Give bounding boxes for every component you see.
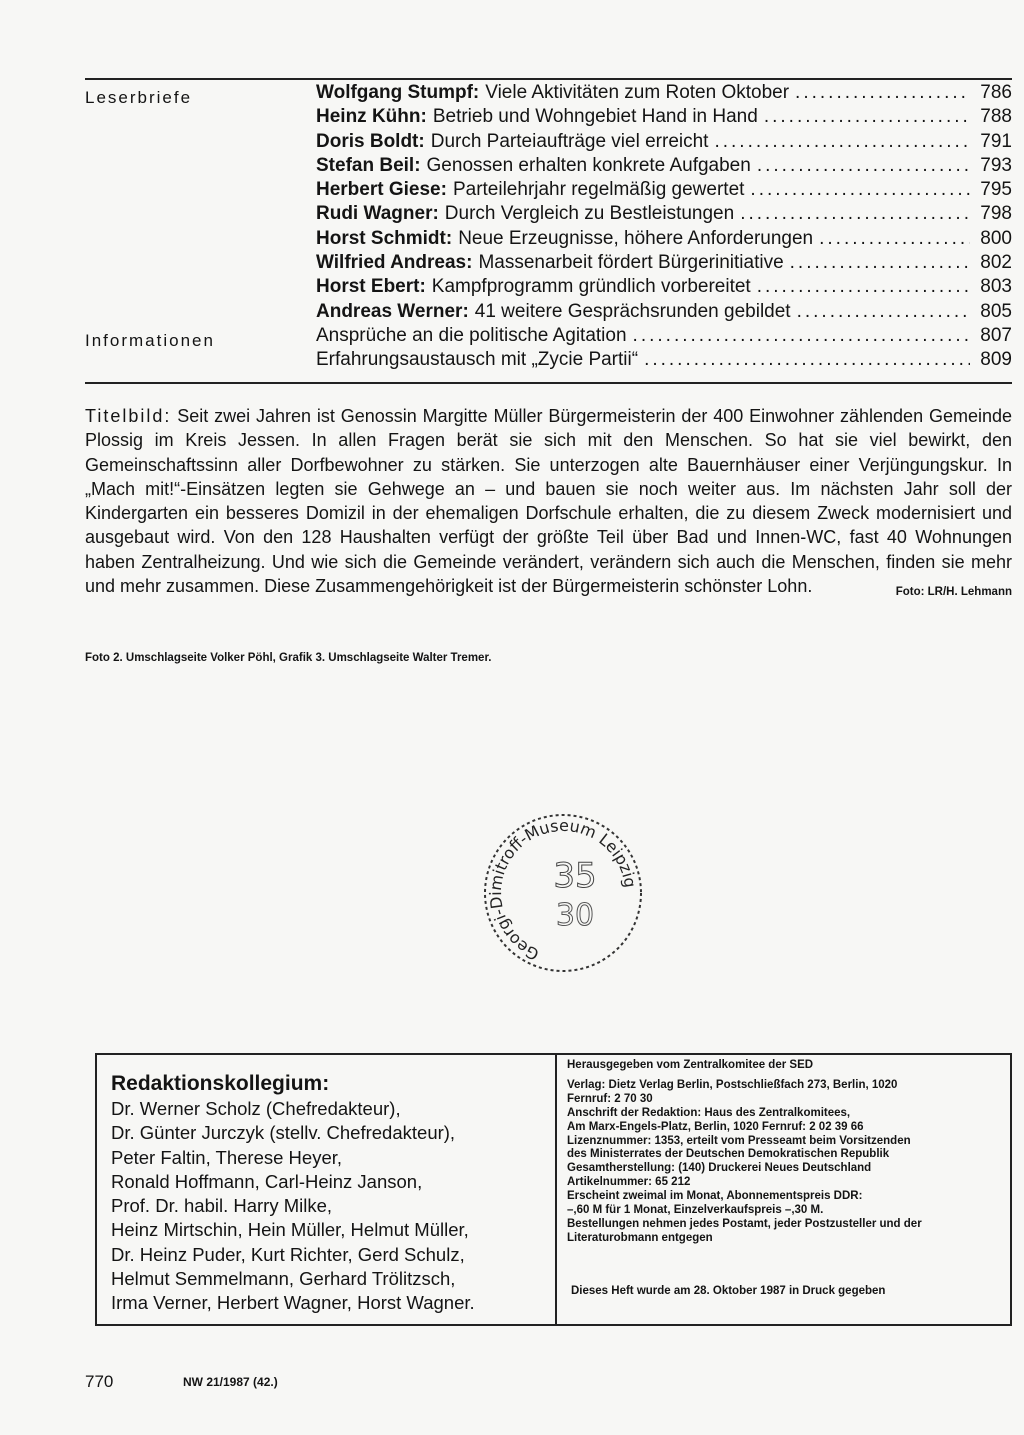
toc-title: Ansprüche an die politische Agitation [316,324,627,346]
imprint-line: Herausgegeben vom Zentralkomitee der SED [567,1059,814,1071]
toc-page: 800 [980,227,1012,249]
toc-page: 809 [980,349,1012,371]
toc-row[interactable] [85,81,1012,105]
toc-title: Betrieb und Wohngebiet Hand in Hand [432,106,758,128]
toc-page: 793 [980,154,1012,176]
toc-section-label: Informationen [85,330,215,350]
toc-author: Andreas Werner : [316,300,469,324]
editorial-board [111,1071,551,1316]
toc-row[interactable] [85,275,1012,299]
toc-page: 805 [980,300,1012,322]
toc-row[interactable] [85,178,1012,202]
imprint-line: Fernruf: 2 70 30 [567,1092,653,1105]
editorial-member: Dr. Heinz Puder, Kurt Richter, Gerd Schulz, [111,1243,465,1265]
toc-row[interactable] [85,300,1012,324]
toc-title: Durch Vergleich zu Bestleistungen [444,203,735,225]
imprint-line: Artikelnummer: 65 212 [567,1176,691,1189]
issue-label: NW 21/1987 (42.) [183,1375,278,1389]
caption-text: Seit zwei Jahren ist Genossin Margitte Müller Bürgermeisterin der 400 Einwohner zählenden Gemeinde Plossig im Kreis Jessen. In allen Fragen berät sie sich mit den Menschen. So hat sie viel bewirkt, den Gemeinschaftssinn aller Dorfbewohner zu stärken. Sie unterzogen alte Bauernhäuser einer Verjüngungskur. In „Mach mit!“-Einsätzen legten sie Gehwege an – und bauen sie noch weiter aus. Im nächsten Jahr soll der Kindergarten ein besseres Domizil in der ehemaligen Dorfschule erhalten, die zu diesem Zweck modernisiert und ausgebaut wird. Von den 128 Haushalten verfügt der größte Teil über Bad und Innen-WC, fast 40 Wohnungen haben Zentralheizung. Und wie sich die Gemeinde verändert, verändern sich auch die Menschen, finden sie mehr und mehr zusammen. Diese Zusammengehörigkeit ist der Bürgermeisterin schönster Lohn. [85,406,1012,597]
print-note: Dieses Heft wurde am 28. Oktober 1987 in Druck gegeben [571,1285,886,1297]
toc-page: 798 [980,203,1012,225]
toc-title: Viele Aktivitäten zum Roten Oktober [485,82,790,103]
toc-title: Massenarbeit fördert Bürgerinitiative [478,252,784,274]
toc-author: Horst Ebert : [316,275,426,299]
imprint-line: Gesamtherstellung: (140) Druckerei Neues Deutschland [567,1162,872,1175]
imprint-line: Am Marx-Engels-Platz, Berlin, 1020 Fernruf: 2 02 39 66 [567,1120,864,1133]
imprint-line: Anschrift der Redaktion: Haus des Zentralkomitees, [567,1106,851,1119]
editorial-box [95,1053,1012,1326]
toc-title: Erfahrungsaustausch mit „Zycie Partii“ [316,349,639,371]
imprint-line: Erscheint zweimal im Monat, Abonnementspreis DDR: [567,1190,863,1203]
editorial-title: Redaktionskollegium: [111,1072,330,1095]
editorial-member: Dr. Werner Scholz (Chefredakteur), [111,1098,401,1119]
image-credits: Foto 2. Umschlagseite Volker Pöhl, Grafik 3. Umschlagseite Walter Tremer. [85,652,492,664]
top-rule [85,78,1012,80]
cover-caption [85,404,1012,604]
editorial-member: Heinz Mirtschin, Hein Müller, Helmut Müller, [111,1219,469,1241]
toc-page: 788 [980,106,1012,128]
editorial-member: Ronald Hoffmann, Carl-Heinz Janson, [111,1170,423,1192]
toc-title: Parteilehrjahr regelmäßig gewertet [452,179,745,201]
toc-author: Herbert Giese : [316,178,447,202]
imprint-line: Verlag: Dietz Verlag Berlin, Postschließfach 273, Berlin, 1020 [567,1078,898,1091]
toc-row[interactable] [85,105,1012,129]
toc-title: Genossen erhalten konkrete Aufgaben [426,154,751,176]
toc-author: Doris Boldt : [316,130,425,154]
stamp-number-top: 35 [553,856,597,896]
imprint-line: Bestellungen nehmen jedes Postamt, jeder Postzusteller und der [567,1217,922,1230]
toc-row[interactable] [85,348,1012,372]
imprint-line: Lizenznummer: 1353, erteilt vom Presseamt beim Vorsitzenden [567,1134,911,1147]
toc-author: Rudi Wagner : [316,202,439,226]
page-number: 770 [85,1372,114,1391]
toc-page: 803 [980,276,1012,298]
toc-page: 791 [980,130,1012,152]
toc-row[interactable] [85,130,1012,154]
toc-page: 802 [980,252,1012,274]
toc-row[interactable] [85,202,1012,226]
toc-title: Neue Erzeugnisse, höhere Anforderungen [458,227,814,249]
toc-section-label: Leserbriefe [85,88,193,107]
toc-bottom-rule [85,382,1012,384]
toc-row[interactable] [85,227,1012,251]
toc-author: Wolfgang Stumpf : [316,81,479,105]
imprint [567,1059,1005,1246]
museum-stamp [478,805,648,980]
editorial-member: Dr. Günter Jurczyk (stellv. Chefredakteur), [111,1122,456,1144]
toc-author: Stefan Beil : [316,154,421,178]
toc-page: 786 [980,82,1012,103]
imprint-line: –,60 M für 1 Monat, Einzelverkaufspreis –,30 M. [567,1204,824,1217]
toc-page: 795 [980,179,1012,201]
imprint-line: Literaturobmann entgegen [567,1231,713,1244]
toc-page: 807 [980,324,1012,346]
box-divider [555,1055,557,1324]
table-of-contents [85,81,1012,373]
stamp-label: Georgi-Dimitroff-Museum Leipzig [485,815,640,965]
toc-author: Wilfried Andreas : [316,251,472,275]
editorial-member: Helmut Semmelmann, Gerhard Trölitzsch, [111,1268,456,1290]
toc-author: Heinz Kühn : [316,105,427,129]
toc-row[interactable] [85,251,1012,275]
toc-author: Horst Schmidt : [316,227,452,251]
imprint-line: des Ministerrates der Deutschen Demokratischen Republik [567,1148,890,1161]
photo-credit: Foto: LR/H. Lehmann [895,586,1012,599]
toc-title: 41 weitere Gesprächsrunden gebildet [474,300,791,322]
toc-title: Durch Parteiaufträge viel erreicht [430,130,709,152]
toc-row[interactable] [85,154,1012,178]
stamp-number-bottom: 30 [555,898,595,933]
editorial-member: Peter Faltin, Therese Heyer, [111,1146,343,1168]
toc-row[interactable] [85,324,1012,348]
editorial-member: Prof. Dr. habil. Harry Milke, [111,1195,333,1217]
caption-label: Titelbild: [85,406,172,426]
toc-title: Kampfprogramm gründlich vorbereitet [431,276,751,298]
editorial-member: Irma Verner, Herbert Wagner, Horst Wagner. [111,1292,475,1314]
